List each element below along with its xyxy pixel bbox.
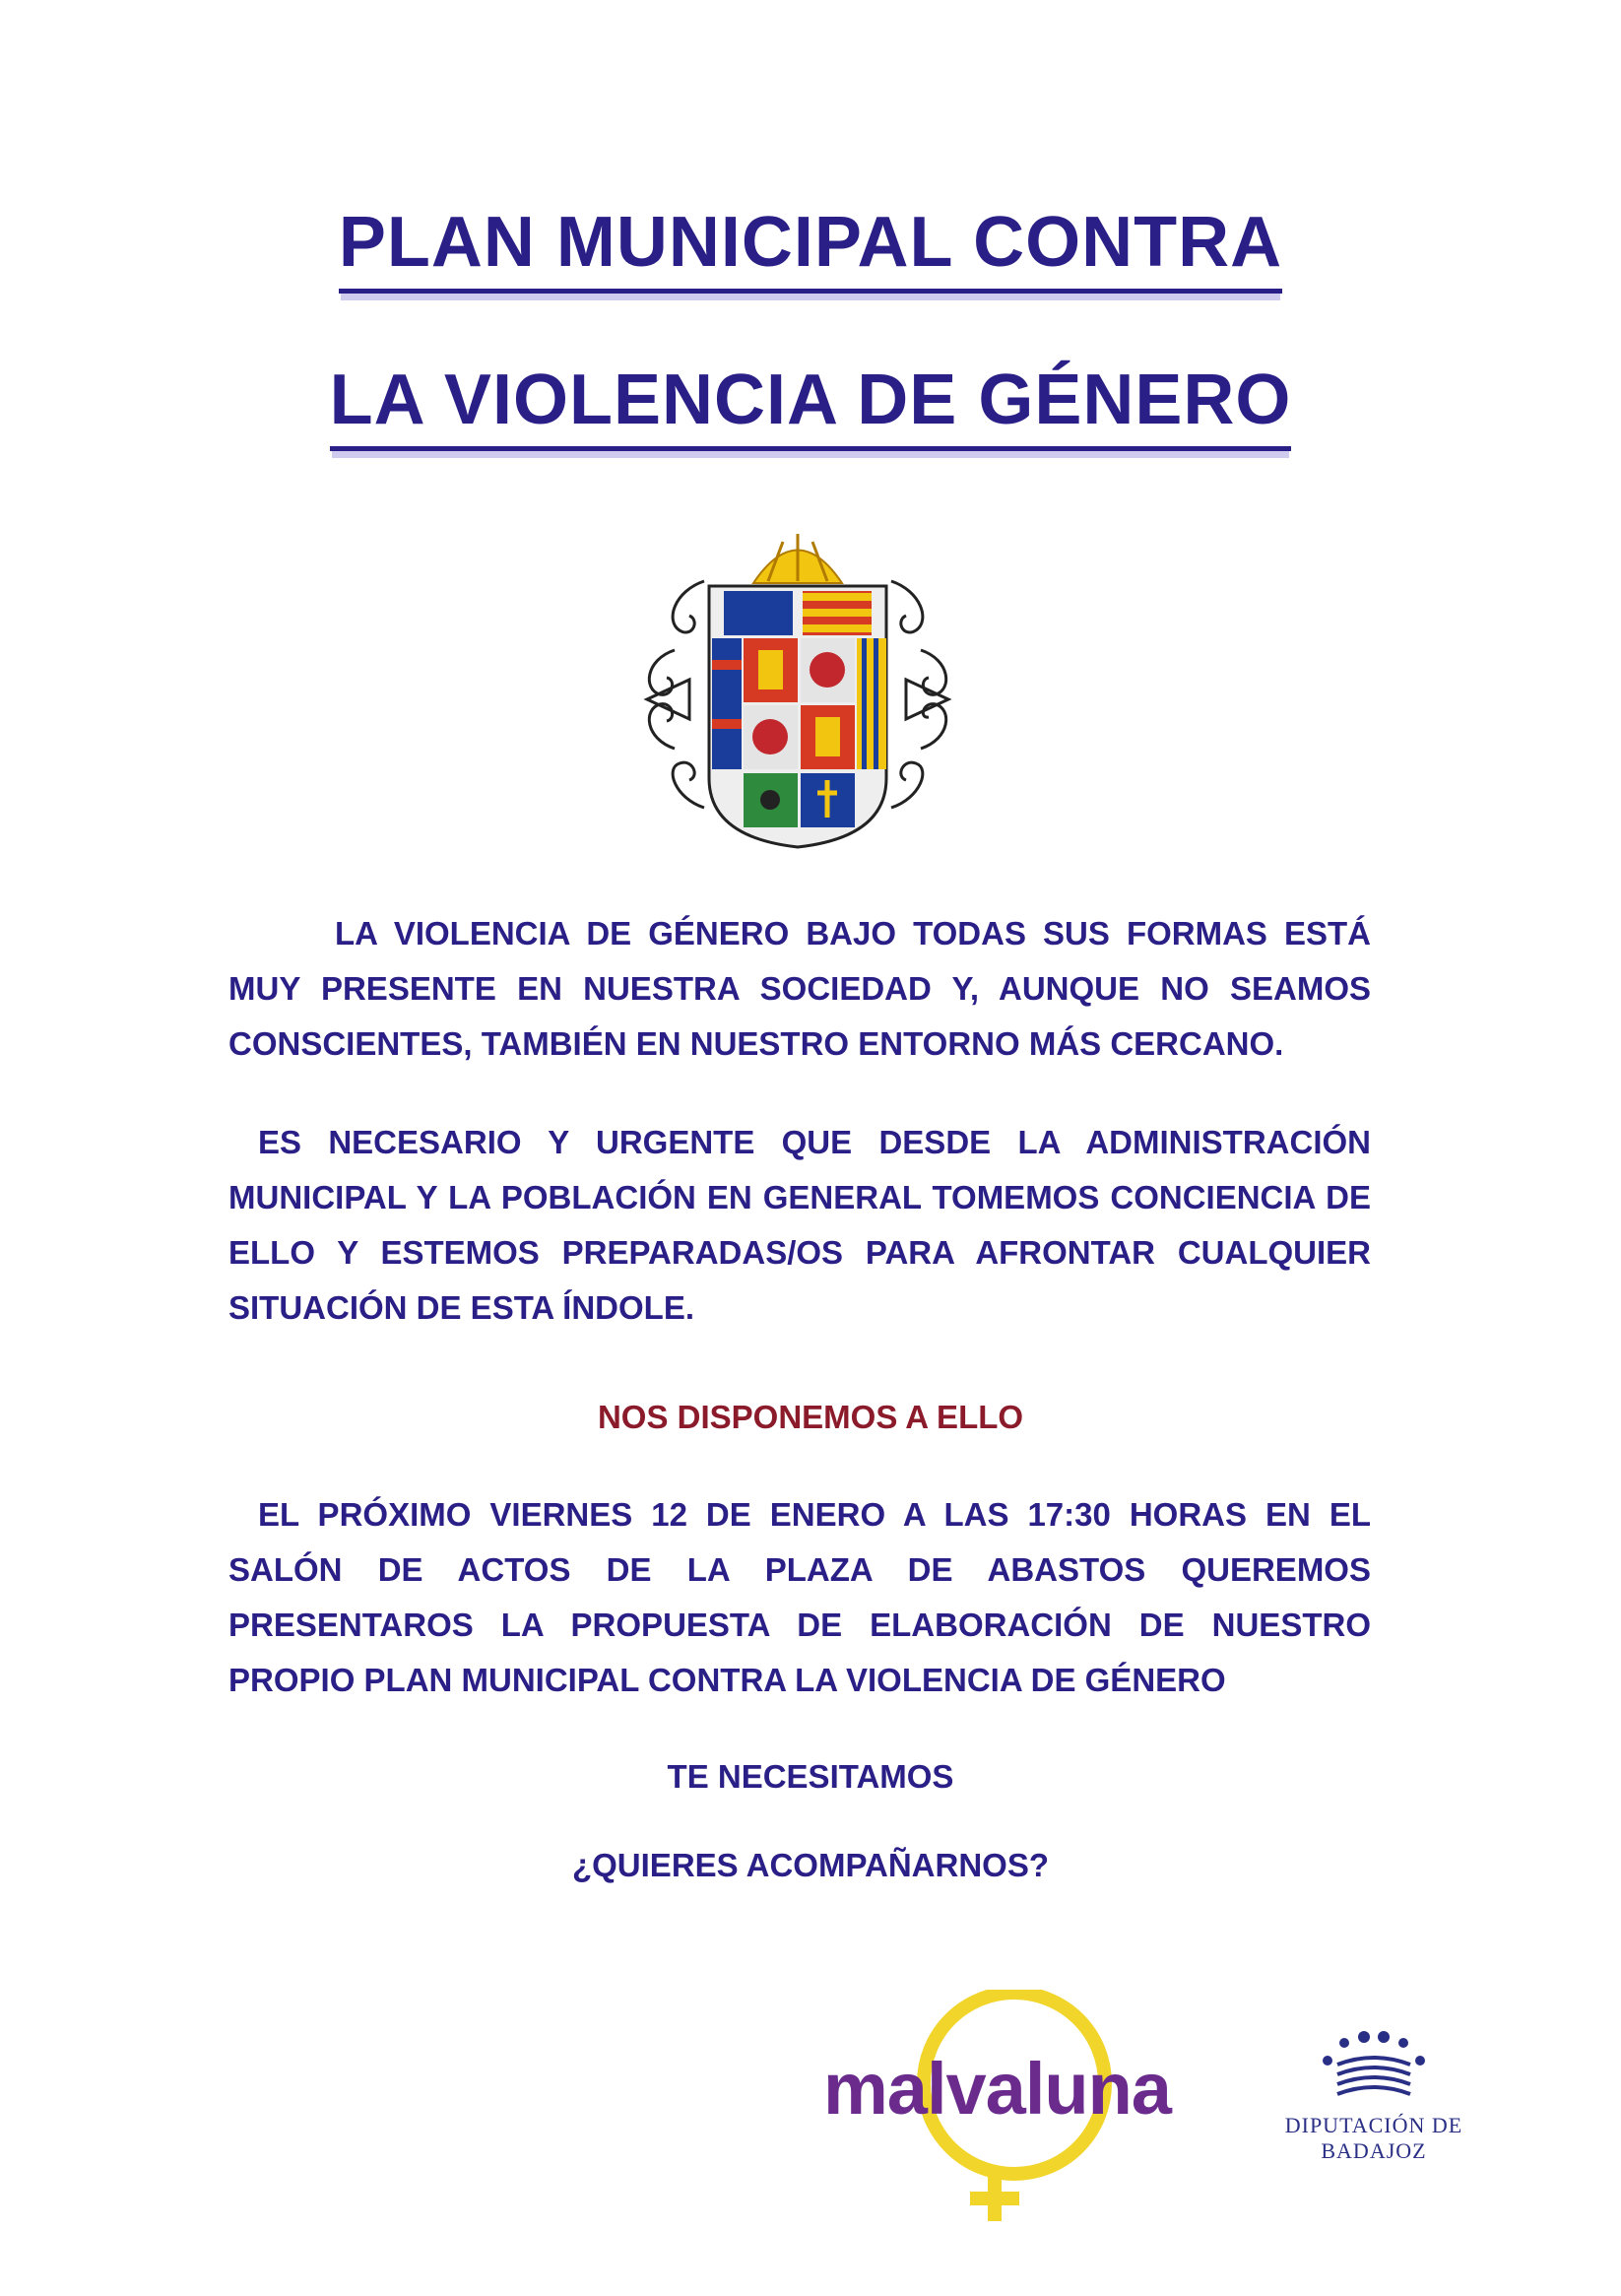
diputacion-crown-icon: [1310, 2029, 1438, 2108]
coat-of-arms-icon: [635, 522, 960, 857]
closing-line-2: ¿QUIERES ACOMPAÑARNOS?: [571, 1847, 1049, 1883]
title-line-2-text: LA VIOLENCIA DE GÉNERO: [330, 360, 1292, 451]
urgency-paragraph: ES NECESARIO Y URGENTE QUE DESDE LA ADMINISTRACIÓN MUNICIPAL Y LA POBLACIÓN EN GENERAL TOMEMOS CONCIENCIA DE ELLO Y ESTEMOS PREPARADAS/OS PARA AFRONTAR CUALQUIER SITUACIÓN DE ESTA ÍNDOLE.: [228, 1124, 1371, 1326]
diputacion-logo-text: DIPUTACIÓN DE BADAJOZ: [1284, 2113, 1463, 2163]
event-paragraph: EL PRÓXIMO VIERNES 12 DE ENERO A LAS 17:30 HORAS EN EL SALÓN DE ACTOS DE LA PLAZA DE ABASTOS QUEREMOS PRESENTAROS LA PROPUESTA DE ELABORACIÓN DE NUESTRO PROPIO PLAN MUNICIPAL CONTRA LA VIOLENCIA DE GÉNERO: [228, 1496, 1371, 1698]
malvaluna-logo-text: malvaluna: [823, 2048, 1171, 2130]
highlight-heading: NOS DISPONEMOS A ELLO: [597, 1399, 1024, 1435]
title-line-1: [0, 202, 1621, 294]
title-line-1-text: PLAN MUNICIPAL CONTRA: [339, 202, 1282, 294]
intro-paragraph: LA VIOLENCIA DE GÉNERO BAJO TODAS SUS FORMAS ESTÁ MUY PRESENTE EN NUESTRA SOCIEDAD Y, AUNQUE NO SEAMOS CONSCIENTES, TAMBIÉN EN NUESTRO ENTORNO MÁS CERCANO.: [228, 915, 1371, 1062]
title-line-2: [0, 360, 1621, 451]
closing-line-1: TE NECESITAMOS: [667, 1758, 954, 1795]
